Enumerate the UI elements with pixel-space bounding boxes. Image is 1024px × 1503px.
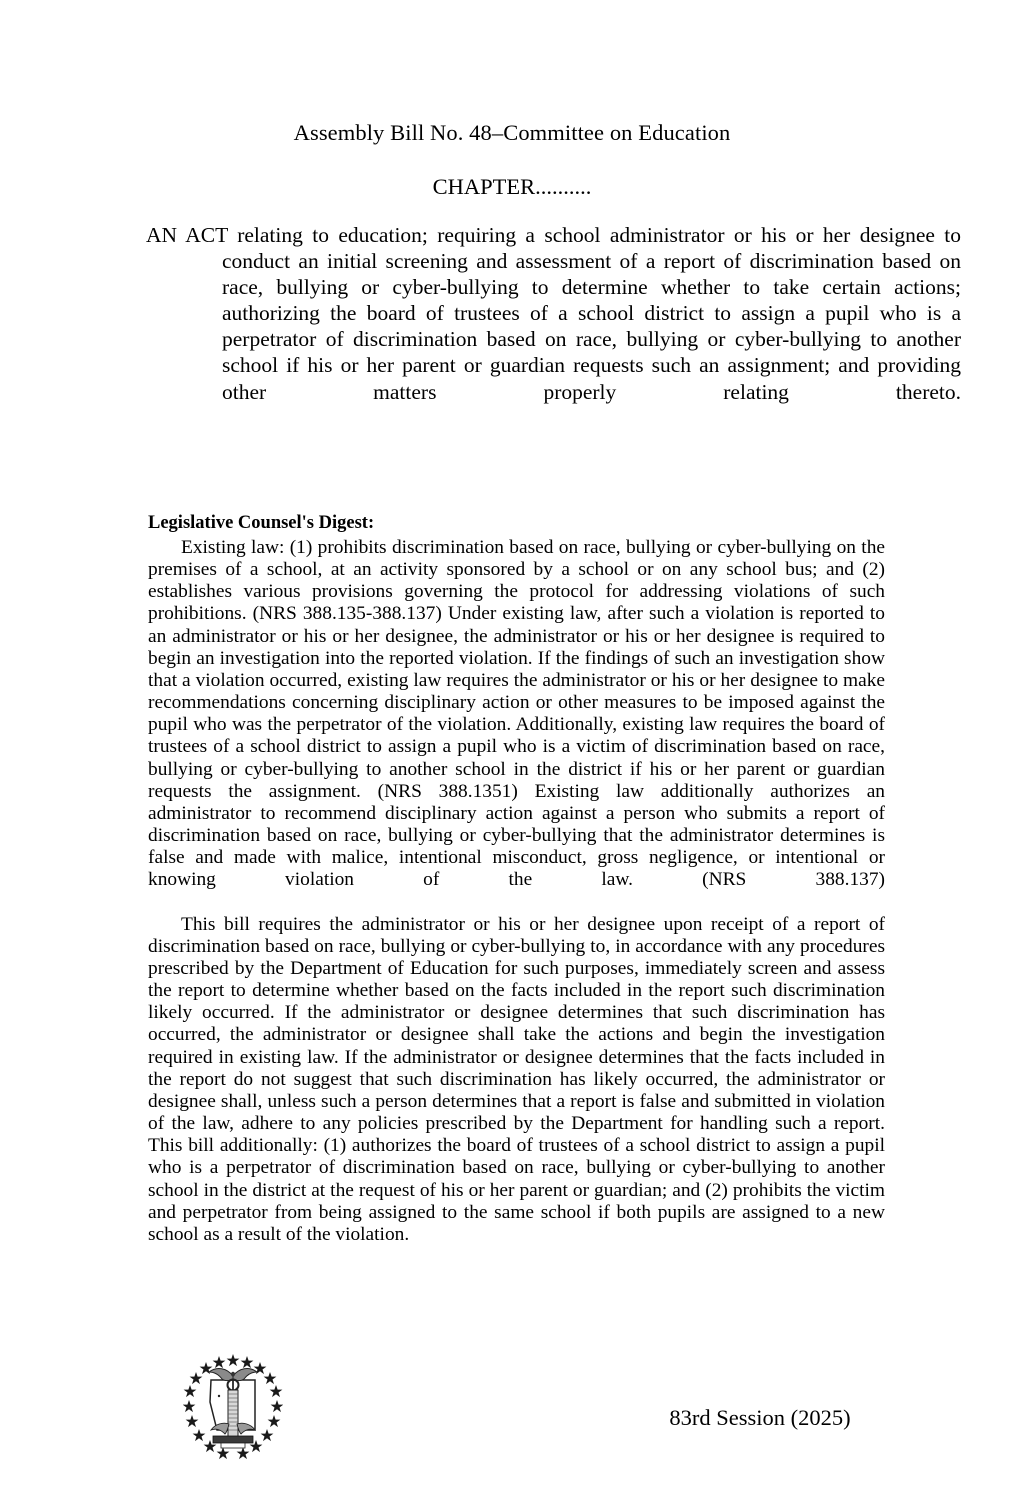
an-act-clause: AN ACT relating to education; requiring a school administrator or his or her designee to conduct an initial screening and assessment of a report of discrimination based on race, bullying or cyber-bullying to determine whether to take certain actions; authorizing the board of trustees of a school district to assign a pupil who is a perpetrator of discrimination based on race, bullying or cyber-bullying to another school if his or her parent or guardian requests such an assignment; and providing other matters properly relating thereto.: [146, 223, 961, 404]
bill-title: Assembly Bill No. 48–Committee on Education: [293, 120, 731, 145]
chapter-line: CHAPTER..........: [432, 174, 592, 199]
nevada-state-seal-icon: [183, 1352, 283, 1467]
session-label: 83rd Session (2025): [669, 1405, 851, 1430]
digest-paragraph: This bill requires the administrator or his or her designee upon receipt of a report of discrimination based on race, bullying or cyber-bullying to, in accordance with any procedures prescribed by the Department of Education for such purposes, immediately screen and assess the report to determine whether based on the facts included in the report such discrimination likely occurred. If the administrator or designee determines that such discrimination has occurred, the administrator or designee shall take the actions and begin the investigation required in existing law. If the administrator or designee determines that the facts included in the report do not suggest that such discrimination has likely occurred, the administrator or designee shall, unless such a person determines that a report is false and submitted in violation of the law, adhere to any policies prescribed by the Department for handling such a report. This bill additionally: (1) authorizes the board of trustees of a school district to assign a pupil who is a perpetrator of discrimination based on race, bullying or cyber-bullying to another school in the district at the request of his or her parent or guardian; and (2) prohibits the victim and perpetrator from being assigned to the same school if both pupils are assigned to a new school as a result of the violation.: [148, 913, 885, 1245]
legislative-counsels-digest-heading: Legislative Counsel's Digest:: [148, 513, 375, 533]
digest-paragraph: Existing law: (1) prohibits discrimination based on race, bullying or cyber-bullying on the premises of a school, at an activity sponsored by a school or on any school bus; and (2) establishes various provisions governing the protocol for addressing violations of such prohibitions. (NRS 388.135-388.137) Under existing law, after such a violation is reported to an administrator or his or her designee, the administrator or his or her designee is required to begin an investigation into the reported violation. If the findings of such an investigation show that a violation occurred, existing law requires the administrator or his or her designee to make recommendations concerning disciplinary action or other measures to be imposed against the pupil who was the perpetrator of the violation. Additionally, existing law requires the board of trustees of a school district to assign a pupil who is a victim of discrimination based on race, bullying or cyber-bullying to another school in the district if his or her parent or guardian requests the assignment. (NRS 388.1351) Existing law additionally authorizes an administrator to recommend disciplinary action against a person who submits a report of discrimination based on race, bullying or cyber-bullying that the administrator determines is false and made with malice, intentional misconduct, gross negligence, or intentional or knowing violation of the law. (NRS 388.137): [148, 537, 885, 891]
legislative-counsels-digest-body: [148, 537, 885, 1246]
